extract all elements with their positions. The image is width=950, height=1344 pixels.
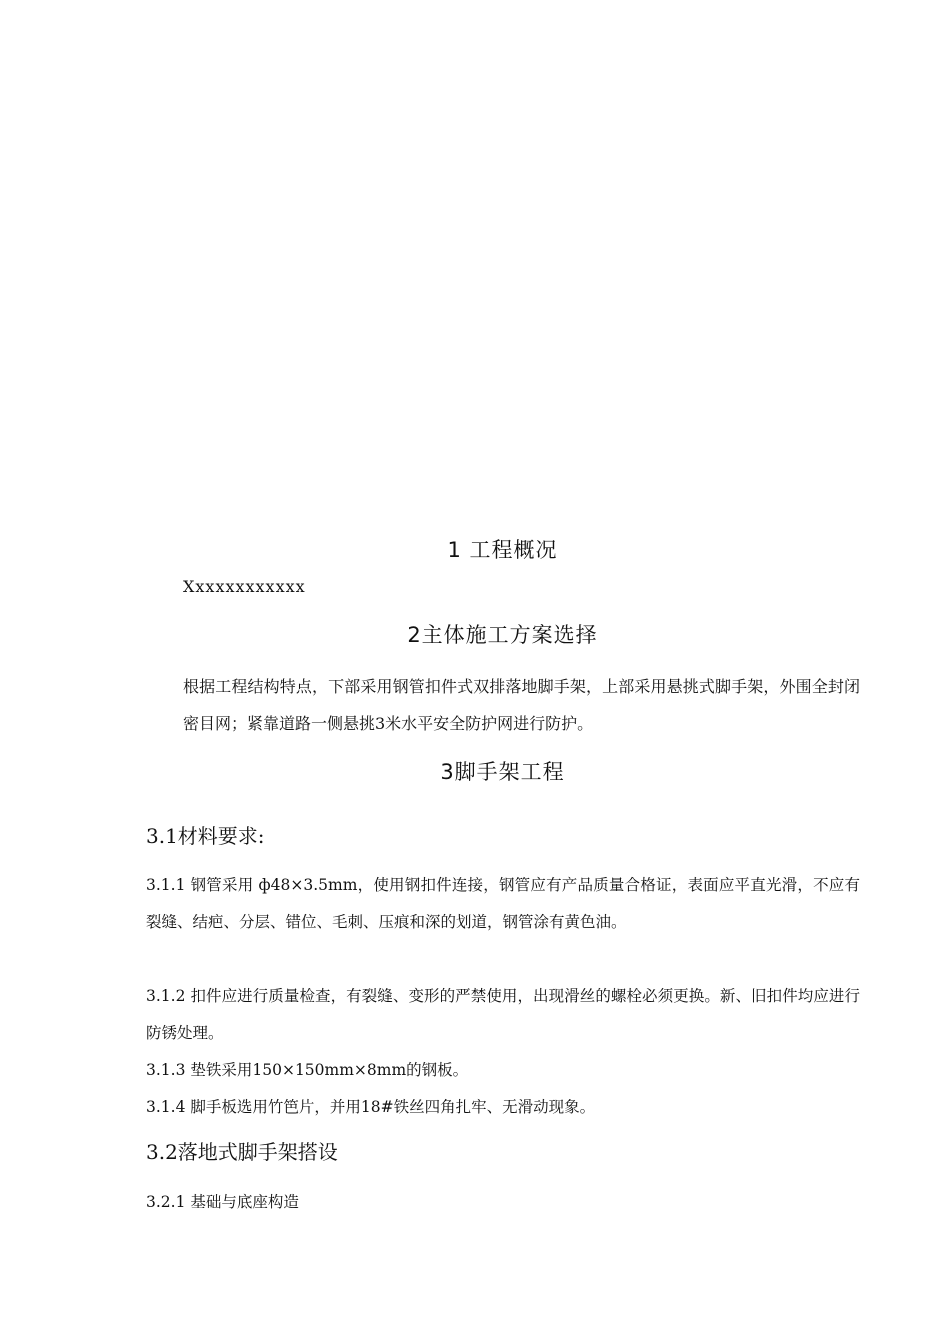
section-1-body: Xxxxxxxxxxxx (183, 577, 306, 596)
section-2-body: 根据工程结构特点，下部采用钢管扣件式双排落地脚手架，上部采用悬挑式脚手架，外围全封闭密目网；紧靠道路一侧悬挑3米水平安全防护网进行防护。 (183, 677, 860, 733)
section-2-heading: 2主体施工方案选择 (407, 623, 598, 647)
section-3-2-heading: 3.2落地式脚手架搭设 (146, 1140, 338, 1164)
section-1-heading: 1 工程概况 (447, 538, 558, 562)
section-3-1-heading: 3.1材料要求: (146, 824, 265, 848)
item-3-1-3: 3.1.3 垫铁采用150×150mm×8mm的钢板。 (146, 1061, 469, 1079)
section-2-paragraph (146, 668, 860, 742)
item-3-1-1: 3.1.1 钢管采用 ф48×3.5mm，使用钢扣件连接，钢管应有产品质量合格证，表面应平直光滑，不应有裂缝、结疤、分层、错位、毛刺、压痕和深的划道，钢管涂有黄色油。 (146, 876, 860, 931)
item-3-1-4: 3.1.4 脚手板选用竹笆片，并用18#铁丝四角扎牢、无滑动现象。 (146, 1098, 596, 1116)
item-3-2-1: 3.2.1 基础与底座构造 (146, 1193, 299, 1211)
section-3-heading: 3脚手架工程 (440, 760, 565, 784)
item-3-1-2: 3.1.2 扣件应进行质量检查，有裂缝、变形的严禁使用，出现滑丝的螺栓必须更换。新、旧扣件均应进行防锈处理。 (146, 987, 860, 1042)
